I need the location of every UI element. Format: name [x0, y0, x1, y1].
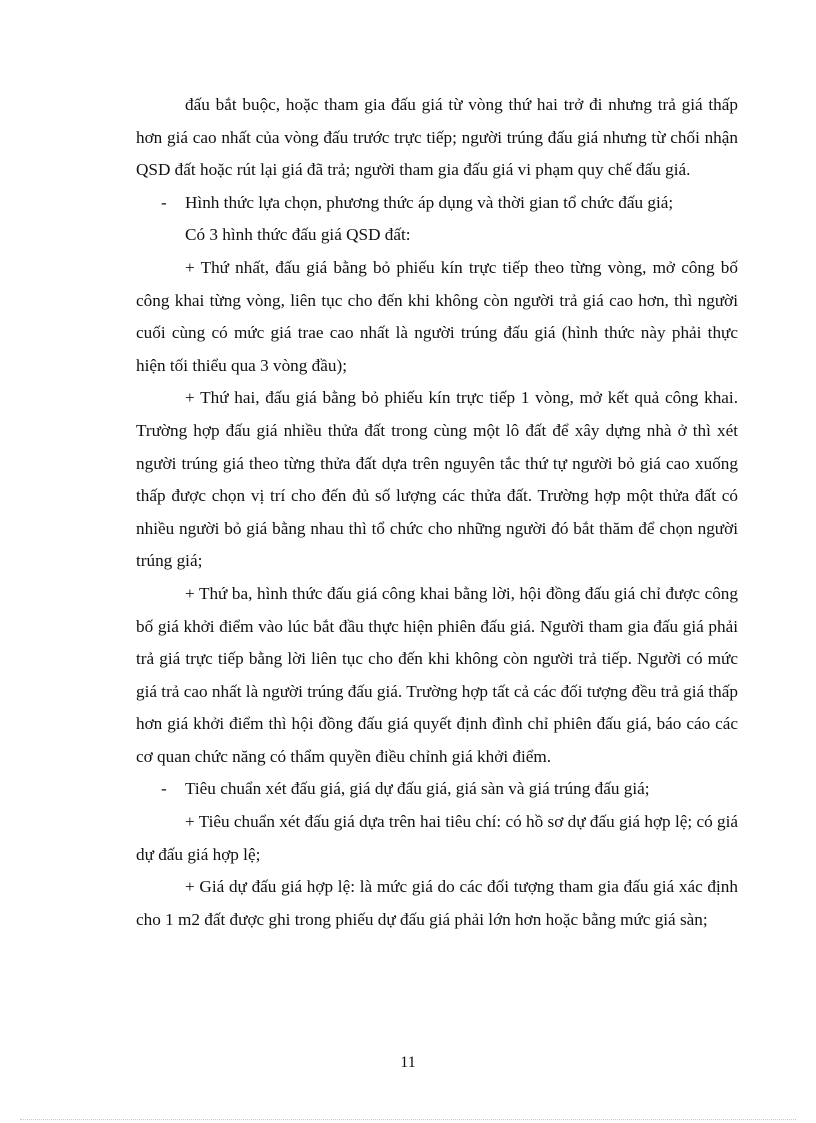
bullet-item	[136, 187, 738, 220]
page-body	[136, 89, 738, 936]
paragraph: + Thứ ba, hình thức đấu giá công khai bằng lời, hội đồng đấu giá chỉ được công bố giá khởi điểm vào lúc bắt đầu thực hiện phiên đấu giá. Người tham gia đấu giá phải trả giá trực tiếp bằng lời liên tục cho đến khi không còn người trả tiếp. Người có mức giá trả cao nhất là người trúng đấu giá. Trường hợp tất cả các đối tượng đều trả giá thấp hơn giá khởi điểm thì hội đồng đấu giá quyết định đình chỉ phiên đấu giá, báo cáo các cơ quan chức năng có thẩm quyền điều chỉnh giá khởi điểm.	[136, 583, 738, 766]
bullet-dash: -	[161, 779, 167, 799]
paragraph: + Thứ hai, đấu giá bằng bỏ phiếu kín trực tiếp 1 vòng, mở kết quả công khai. Trường hợp đấu giá nhiều thửa đất trong cùng một lô đất để xây dựng nhà ở thì xét người trúng giá theo từng thửa đất dựa trên nguyên tắc thứ tự người bỏ giá cao xuống thấp được chọn vị trí cho đến đủ số lượng các thửa đất. Trường hợp một thửa đất có nhiều người bỏ giá bằng nhau thì tổ chức cho những người đó bắt thăm để chọn người trúng giá;	[136, 388, 738, 571]
paragraph: + Thứ nhất, đấu giá bằng bỏ phiếu kín trực tiếp theo từng vòng, mở công bố công khai từng vòng, liên tục cho đến khi không còn người trả giá cao hơn, thì người cuối cùng có mức giá trae cao nhất là người trúng đấu giá (hình thức này phải thực hiện tối thiểu qua 3 vòng đầu);	[136, 257, 738, 375]
bullet-text: Tiêu chuẩn xét đấu giá, giá dự đấu giá, giá sàn và giá trúng đấu giá;	[185, 779, 650, 799]
paragraph: Có 3 hình thức đấu giá QSD đất:	[185, 225, 411, 245]
bullet-item	[136, 773, 738, 806]
paragraph-continuation: đấu bắt buộc, hoặc tham gia đấu giá từ vòng thứ hai trở đi nhưng trả giá thấp hơn giá cao nhất của vòng đấu trước trực tiếp; người trúng đấu giá nhưng từ chối nhận QSD đất hoặc rút lại giá đã trả; người tham gia đấu giá vi phạm quy chế đấu giá.	[136, 95, 738, 180]
footer-divider	[20, 1119, 796, 1120]
bullet-text: Hình thức lựa chọn, phương thức áp dụng và thời gian tổ chức đấu giá;	[185, 192, 674, 212]
page-number: 11	[400, 1054, 416, 1071]
paragraph: + Giá dự đấu giá hợp lệ: là mức giá do các đối tượng tham gia đấu giá xác định cho 1 m2 đất được ghi trong phiếu dự đấu giá phải lớn hơn hoặc bằng mức giá sàn;	[136, 877, 738, 929]
bullet-dash: -	[161, 192, 167, 212]
paragraph: + Tiêu chuẩn xét đấu giá dựa trên hai tiêu chí: có hồ sơ dự đấu giá hợp lệ; có giá dự đấu giá hợp lệ;	[136, 812, 738, 864]
